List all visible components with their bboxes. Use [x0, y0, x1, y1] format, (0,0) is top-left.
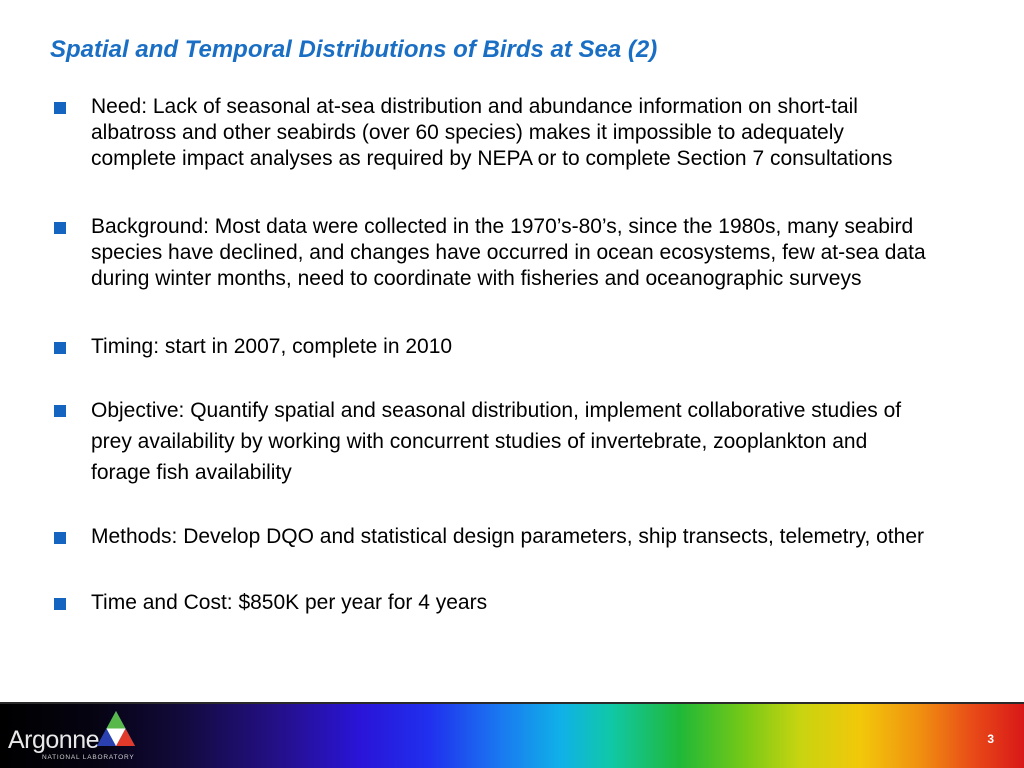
argonne-triangle-logo-icon — [96, 710, 136, 748]
square-bullet-icon — [54, 102, 66, 114]
bullet-methods — [52, 524, 932, 550]
page-number: 3 — [987, 732, 994, 746]
bullet-text: Objective: Quantify spatial and seasonal distribution, implement collaborative studies of prey availability by working with concurrent studies of invertebrate, zooplankton and forage fish availability — [91, 399, 902, 484]
bullet-background — [52, 214, 932, 292]
bullet-text: Time and Cost: $850K per year for 4 years — [91, 591, 488, 614]
bullet-text: Need: Lack of seasonal at-sea distribution and abundance information on short-tail albatross and other seabirds (over 60 species) makes it impossible to adequately complete impact analyses as required by NEPA or to complete Section 7 consultations — [91, 95, 893, 170]
bullet-time-cost — [52, 590, 932, 616]
bullet-timing — [52, 334, 932, 360]
bullet-text: Background: Most data were collected in the 1970’s-80’s, since the 1980s, many seabird species have declined, and changes have occurred in ocean ecosystems, few at-sea data during winter months, need to coordinate with fisheries and oceanographic surveys — [91, 215, 926, 290]
footer-bar — [0, 702, 1024, 768]
bullet-text: Timing: start in 2007, complete in 2010 — [91, 335, 453, 358]
logo-subtitle: NATIONAL LABORATORY — [42, 754, 135, 761]
square-bullet-icon — [54, 405, 66, 417]
bullet-list — [52, 94, 932, 616]
square-bullet-icon — [54, 598, 66, 610]
logo-wordmark: Argonne — [8, 726, 100, 754]
bullet-text: Methods: Develop DQO and statistical design parameters, ship transects, telemetry, other — [91, 525, 924, 548]
square-bullet-icon — [54, 222, 66, 234]
footer-divider — [0, 702, 1024, 704]
bullet-need — [52, 94, 932, 172]
bullet-objective — [52, 395, 932, 488]
square-bullet-icon — [54, 532, 66, 544]
square-bullet-icon — [54, 342, 66, 354]
slide-title: Spatial and Temporal Distributions of Birds at Sea (2) — [50, 36, 658, 63]
